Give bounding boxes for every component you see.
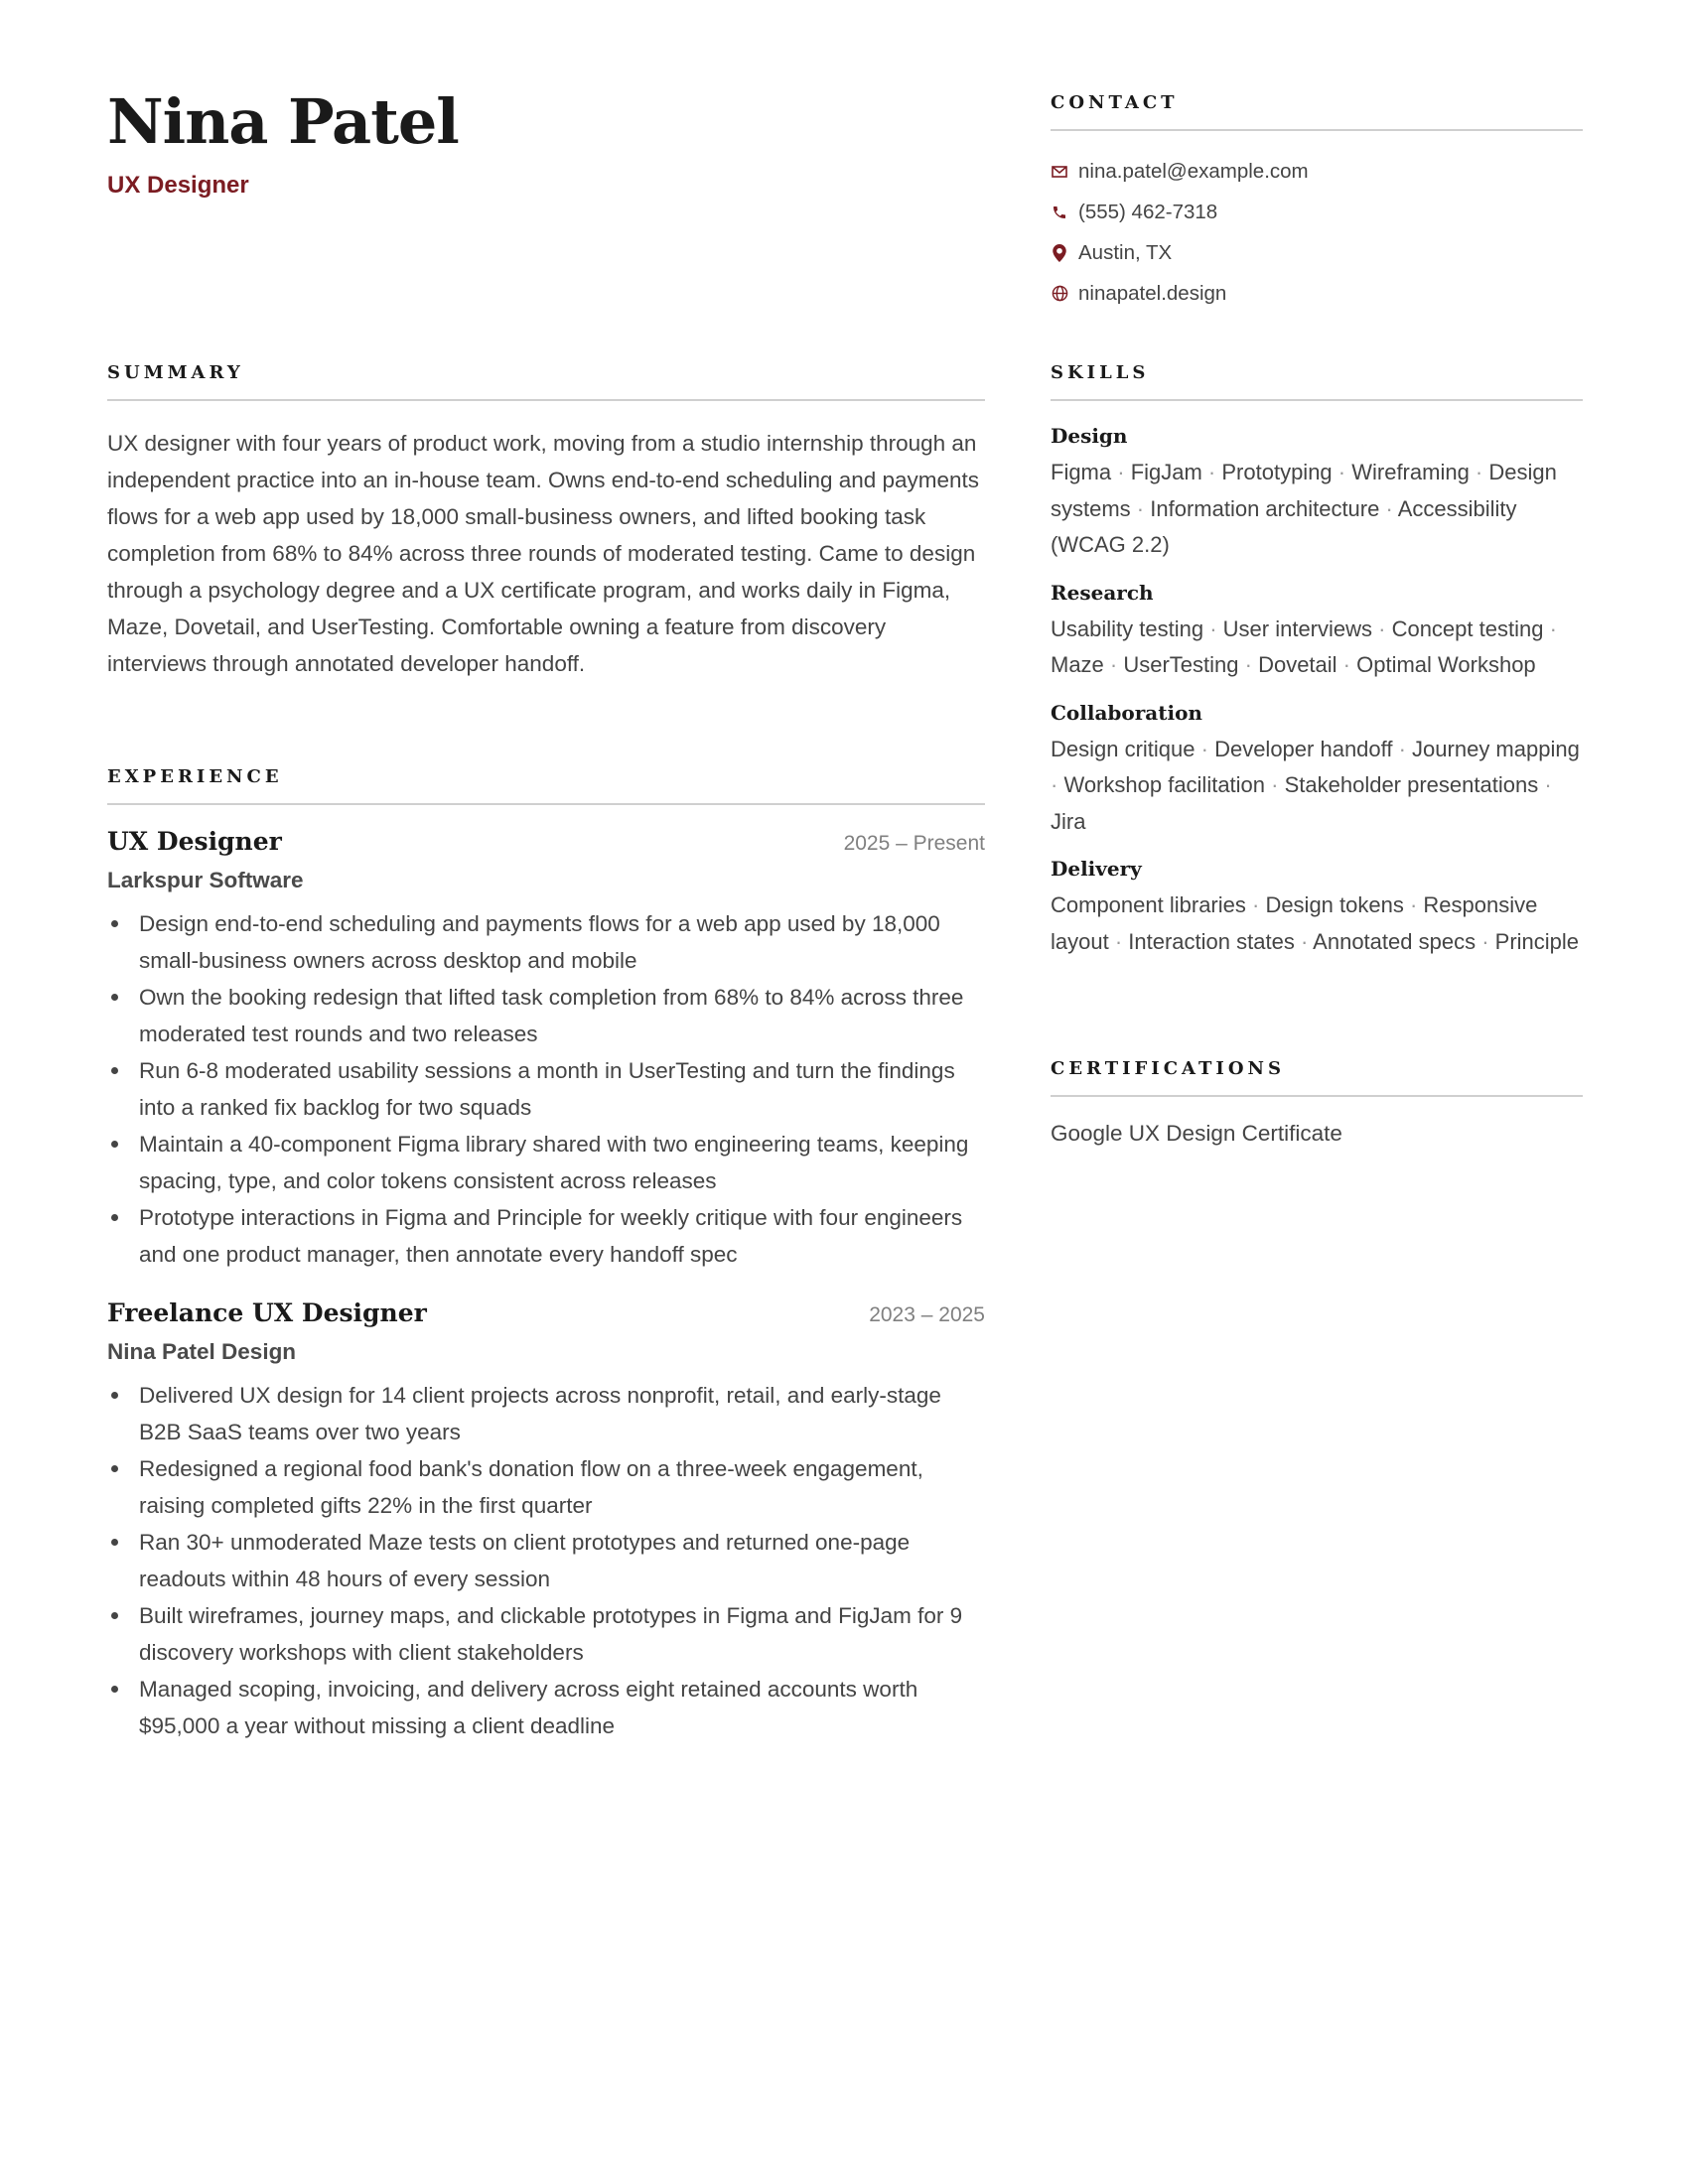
skill-item: Accessibility (WCAG 2.2): [1051, 495, 1517, 557]
job-bullets: [107, 1377, 985, 1744]
bullet-dot-icon: [111, 1686, 118, 1693]
bullet-text: Own the booking redesign that lifted task completion from 68% to 84% across three moderated test rounds and two releases: [139, 985, 964, 1046]
separator-dot: ·: [1108, 928, 1129, 954]
bullet-item: [107, 1126, 985, 1199]
experience-heading: EXPERIENCE: [107, 766, 985, 805]
phone-icon: [1051, 204, 1068, 221]
skill-items: [1051, 455, 1583, 564]
bullet-text: Ran 30+ unmoderated Maze tests on client prototypes and returned one-page readouts within 48 hours of every session: [139, 1530, 911, 1591]
separator-dot: ·: [1245, 892, 1266, 917]
bullet-dot-icon: [111, 1141, 118, 1148]
bullet-dot-icon: [111, 920, 118, 927]
location-pin-icon: [1051, 244, 1068, 262]
skill-items: [1051, 887, 1583, 960]
bullet-item: [107, 1524, 985, 1597]
bullet-item: [107, 1377, 985, 1450]
skill-item: Design systems: [1051, 460, 1557, 521]
bullet-dot-icon: [111, 1067, 118, 1074]
candidate-name: Nina Patel: [107, 85, 459, 158]
contact-section: [1051, 92, 1583, 314]
bullet-item: [107, 1450, 985, 1524]
skill-item: Annotated specs: [1313, 928, 1477, 954]
separator-dot: ·: [1111, 460, 1131, 484]
contact-heading: CONTACT: [1051, 92, 1583, 131]
separator-dot: ·: [1543, 615, 1557, 641]
bullet-dot-icon: [111, 1539, 118, 1546]
skill-item: Responsive layout: [1051, 892, 1538, 954]
separator-dot: ·: [1130, 495, 1151, 521]
bullet-dot-icon: [111, 1392, 118, 1399]
job-entry: [107, 827, 985, 1273]
bullet-item: [107, 1052, 985, 1126]
separator-dot: ·: [1201, 460, 1222, 484]
skill-item: Principle: [1494, 928, 1580, 954]
certifications-heading: CERTIFICATIONS: [1051, 1058, 1583, 1097]
skill-item: Design critique: [1051, 736, 1196, 761]
separator-dot: ·: [1469, 460, 1489, 484]
job-company: Larkspur Software: [107, 868, 304, 892]
bullet-dot-icon: [111, 1465, 118, 1472]
skill-items: [1051, 732, 1583, 841]
separator-dot: ·: [1476, 928, 1495, 954]
skill-item: UserTesting: [1123, 652, 1239, 677]
skill-item: Wireframing: [1351, 460, 1470, 484]
bullet-text: Maintain a 40-component Figma library shared with two engineering teams, keeping spacing, type, and color tokens consistent across releases: [139, 1132, 969, 1193]
summary-heading: SUMMARY: [107, 362, 985, 401]
certifications-section: [1051, 1058, 1583, 1147]
separator-dot: ·: [1294, 928, 1314, 954]
job-title: UX Designer: [107, 827, 282, 856]
skill-item: Workshop facilitation: [1063, 772, 1266, 797]
skill-item: Maze: [1051, 652, 1104, 677]
skill-group-name: Design: [1051, 424, 1128, 448]
skill-group-name: Collaboration: [1051, 700, 1202, 725]
contact-phone-text: (555) 462-7318: [1078, 200, 1218, 223]
job-dates: 2023 – 2025: [869, 1303, 985, 1326]
skill-group: [1051, 854, 1583, 960]
contact-location: [1051, 232, 1583, 273]
skill-item: Dovetail: [1258, 652, 1337, 677]
skills-groups: [1051, 421, 1583, 960]
separator-dot: ·: [1372, 615, 1392, 641]
mail-icon: [1051, 163, 1068, 181]
skill-item: Developer handoff: [1214, 736, 1393, 761]
separator-dot: ·: [1103, 652, 1124, 677]
separator-dot: ·: [1392, 736, 1413, 761]
summary-section: [107, 362, 985, 682]
skill-item: Interaction states: [1128, 928, 1295, 954]
separator-dot: ·: [1538, 772, 1552, 797]
separator-dot: ·: [1265, 772, 1285, 797]
bullet-item: [107, 1671, 985, 1744]
skill-items: [1051, 612, 1583, 684]
skill-group: [1051, 578, 1583, 684]
bullet-dot-icon: [111, 1612, 118, 1619]
skill-item: Information architecture: [1150, 495, 1380, 521]
bullet-dot-icon: [111, 1214, 118, 1221]
certification-item: Google UX Design Certificate: [1051, 1121, 1342, 1146]
separator-dot: ·: [1203, 615, 1223, 641]
job-dates: 2025 – Present: [843, 832, 985, 855]
skill-item: Component libraries: [1051, 892, 1246, 917]
job-company: Nina Patel Design: [107, 1339, 297, 1364]
separator-dot: ·: [1403, 892, 1424, 917]
skill-item: FigJam: [1130, 460, 1202, 484]
bullet-text: Redesigned a regional food bank's donation flow on a three-week engagement, raising completed gifts 22% in the first quarter: [139, 1456, 923, 1518]
separator-dot: ·: [1332, 460, 1352, 484]
skill-group: [1051, 421, 1583, 564]
separator-dot: ·: [1379, 495, 1398, 521]
job-bullets: [107, 905, 985, 1273]
candidate-role: UX Designer: [107, 172, 249, 199]
skill-group-name: Research: [1051, 580, 1154, 605]
skill-item: User interviews: [1222, 615, 1373, 641]
contact-location-text: Austin, TX: [1078, 240, 1173, 264]
globe-icon: [1051, 285, 1068, 303]
bullet-item: [107, 905, 985, 979]
contact-phone[interactable]: [1051, 192, 1583, 232]
job-title: Freelance UX Designer: [107, 1298, 427, 1327]
bullet-text: Design end-to-end scheduling and payments flows for a web app used by 18,000 small-business owners across desktop and mobile: [139, 911, 940, 973]
skill-item: Design tokens: [1265, 892, 1404, 917]
separator-dot: ·: [1336, 652, 1357, 677]
skill-item: Optimal Workshop: [1356, 652, 1536, 677]
skills-section: [1051, 362, 1583, 960]
bullet-text: Prototype interactions in Figma and Principle for weekly critique with four engineers and one product manager, then annotate every handoff spec: [139, 1205, 963, 1267]
skill-item: Jira: [1051, 808, 1086, 834]
bullet-item: [107, 1199, 985, 1273]
separator-dot: ·: [1051, 772, 1064, 797]
skill-item: Usability testing: [1051, 615, 1204, 641]
skill-item: Journey mapping: [1412, 736, 1580, 761]
skill-item: Stakeholder presentations: [1284, 772, 1539, 797]
skills-heading: SKILLS: [1051, 362, 1583, 401]
contact-website[interactable]: [1051, 273, 1583, 314]
contact-website-text: ninapatel.design: [1078, 281, 1227, 305]
skill-item: Concept testing: [1391, 615, 1544, 641]
separator-dot: ·: [1238, 652, 1259, 677]
bullet-text: Managed scoping, invoicing, and delivery across eight retained accounts worth $95,000 a year without missing a client deadline: [139, 1677, 918, 1738]
bullet-item: [107, 979, 985, 1052]
bullet-item: [107, 1597, 985, 1671]
bullet-text: Run 6-8 moderated usability sessions a month in UserTesting and turn the findings into a ranked fix backlog for two squads: [139, 1058, 955, 1120]
separator-dot: ·: [1195, 736, 1215, 761]
skill-group: [1051, 698, 1583, 841]
skill-group-name: Delivery: [1051, 857, 1142, 881]
bullet-text: Built wireframes, journey maps, and clickable prototypes in Figma and FigJam for 9 discovery workshops with client stakeholders: [139, 1603, 963, 1665]
contact-email[interactable]: [1051, 151, 1583, 192]
summary-text: UX designer with four years of product work, moving from a studio internship through an independent practice into an in-house team. Owns end-to-end scheduling and payments flows for a web app used by 18,000 small-business owners, and lifted booking task completion from 68% to 84% across three rounds of moderated testing. Came to design through a psychology degree and a UX certificate program, and works daily in Figma, Maze, Dovetail, and UserTesting. Comfortable owning a feature from discovery interviews through annotated developer handoff.: [107, 431, 980, 676]
bullet-text: Delivered UX design for 14 client projects across nonprofit, retail, and early-stage B2B SaaS teams over two years: [139, 1383, 941, 1444]
skill-item: Figma: [1051, 460, 1112, 484]
contact-email-text: nina.patel@example.com: [1078, 159, 1309, 183]
bullet-dot-icon: [111, 994, 118, 1001]
experience-section: [107, 766, 985, 1744]
skill-item: Prototyping: [1221, 460, 1333, 484]
job-entry: [107, 1298, 985, 1744]
